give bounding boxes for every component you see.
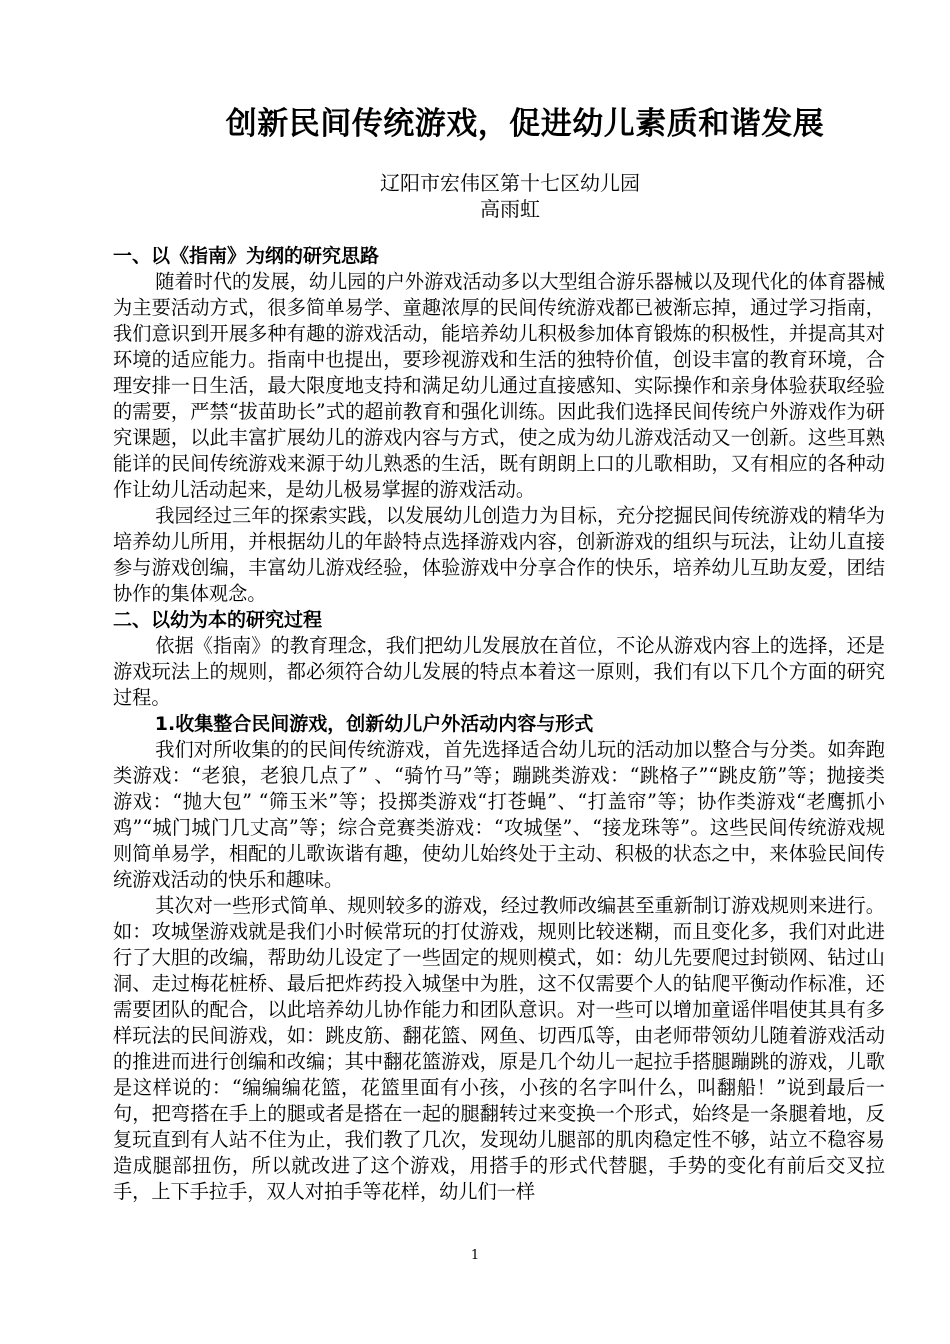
section-1-paragraph-2: 我园经过三年的探索实践，以发展幼儿创造力为目标，充分挖掘民间传统游戏的精华为培养幼儿所用，并根据幼儿的年龄特点选择游戏内容，创新游戏的组织与玩法，让幼儿直接参与游戏创编，丰富幼儿游戏经验，体验游戏中分享合作的快乐，培养幼儿互助友爱，团结协作的集体观念。 [113,504,885,605]
section-2-paragraph-2: 我们对所收集的的民间传统游戏，首先选择适合幼儿玩的活动加以整合与分类。如奔跑类游戏：“老狼，老狼几点了” 、“骑竹马”等；蹦跳类游戏：“跳格子”“跳皮筋”等；抛接类游戏：“抛大包” “筛玉米”等；投掷类游戏“打苍蝇”、“打盖帘”等；协作类游戏“老鹰抓小鸡”“城门城门几丈高”等；综合竞赛类游戏：“攻城堡”、“接龙珠等”。这些民间传统游戏规则简单易学，相配的儿歌诙谐有趣，使幼儿始终处于主动、积极的状态之中，来体验民间传统游戏活动的快乐和趣味。 [113,738,885,891]
author-name: 高雨虹 [480,197,540,221]
document-body [113,243,885,1205]
page-number: 1 [470,1248,480,1263]
section-2-subheading-1: 1.收集整合民间游戏，创新幼儿户外活动内容与形式 [154,713,594,735]
section-2-paragraph-1: 依据《指南》的教育理念，我们把幼儿发展放在首位，不论从游戏内容上的选择，还是游戏玩法上的规则，都必须符合幼儿发展的特点本着这一原则，我们有以下几个方面的研究过程。 [113,634,885,709]
section-1-heading: 一、以《指南》为纲的研究思路 [113,245,380,267]
section-2-paragraph-3: 其次对一些形式简单、规则较多的游戏，经过教师改编甚至重新制订游戏规则来进行。如：攻城堡游戏就是我们小时候常玩的打仗游戏，规则比较迷糊，而且变化多，我们对此进行了大胆的改编，帮助幼儿设定了一些固定的规则模式，如：幼儿先要爬过封锁网、钻过山洞、走过梅花桩桥、最后把炸药投入城堡中为胜，这不仅需要个人的钻爬平衡动作标准，还需要团队的配合，以此培养幼儿协作能力和团队意识。对一些可以增加童谣伴唱使其具有多样玩法的民间游戏，如：跳皮筋、翻花篮、网鱼、切西瓜等，由老师带领幼儿随着游戏活动的推进而进行创编和改编；其中翻花篮游戏，原是几个幼儿一起拉手搭腿蹦跳的游戏，儿歌是这样说的：“编编编花篮，花篮里面有小孩，小孩的名字叫什么，叫翻船！”说到最后一句，把弯搭在手上的腿或者是搭在一起的腿翻转过来变换一个形式，始终是一条腿着地，反复玩直到有人站不住为止，我们教了几次，发现幼儿腿部的肌肉稳定性不够，站立不稳容易造成腿部扭伤，所以就改进了这个游戏，用搭手的形式代替腿，手势的变化有前后交叉拉手，上下手拉手，双人对拍手等花样，幼儿们一样 [113,894,885,1203]
section-2-heading: 二、以幼为本的研究过程 [113,609,323,631]
document-title: 创新民间传统游戏，促进幼儿素质和谐发展 [225,106,825,142]
section-1-paragraph-1: 随着时代的发展，幼儿园的户外游戏活动多以大型组合游乐器械以及现代化的体育器械为主要活动方式，很多简单易学、童趣浓厚的民间传统游戏都已被渐忘掉，通过学习指南，我们意识到开展多种有趣的游戏活动，能培养幼儿积极参加体育锻炼的积极性，并提高其对环境的适应能力。指南中也提出，要珍视游戏和生活的独特价值，创设丰富的教育环境，合理安排一日生活，最大限度地支持和满足幼儿通过直接感知、实际操作和亲身体验获取经验的需要，严禁“拔苗助长”式的超前教育和强化训练。因此我们选择民间传统户外游戏作为研究课题，以此丰富扩展幼儿的游戏内容与方式，使之成为幼儿游戏活动又一创新。这些耳熟能详的民间传统游戏来源于幼儿熟悉的生活，既有朗朗上口的儿歌相助，又有相应的各种动作让幼儿活动起来，是幼儿极易掌握的游戏活动。 [113,270,885,501]
author-organization: 辽阳市宏伟区第十七区幼儿园 [380,171,640,195]
